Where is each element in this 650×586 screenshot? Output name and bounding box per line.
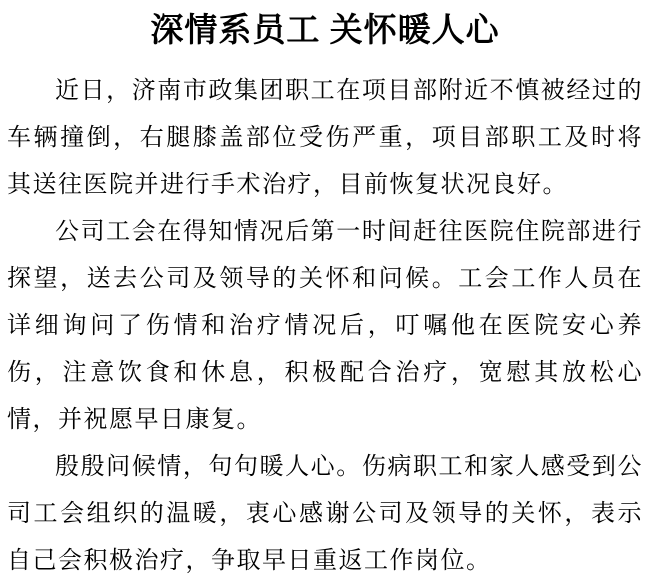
document-title: 深情系员工 关怀暖人心 bbox=[150, 13, 500, 49]
paragraph-2: 公司工会在得知情况后第一时间赶往医院住院部进行探望，送去公司及领导的关怀和问候。工会工作人员在详细询问了伤情和治疗情况后，叮嘱他在医院安心养伤，注意饮食和休息，积极配合治疗，宽慰其放松心情，并祝愿早日康复。 bbox=[7, 219, 643, 433]
paragraph-3: 殷殷问候情，句句暖人心。伤病职工和家人感受到公司工会组织的温暖，衷心感谢公司及领导的关怀，表示自己会积极治疗，争取早日重返工作岗位。 bbox=[7, 454, 643, 574]
paragraph-1: 近日，济南市政集团职工在项目部附近不慎被经过的车辆撞倒，右腿膝盖部位受伤严重，项目部职工及时将其送往医院并进行手术治疗，目前恢复状况良好。 bbox=[7, 78, 643, 198]
